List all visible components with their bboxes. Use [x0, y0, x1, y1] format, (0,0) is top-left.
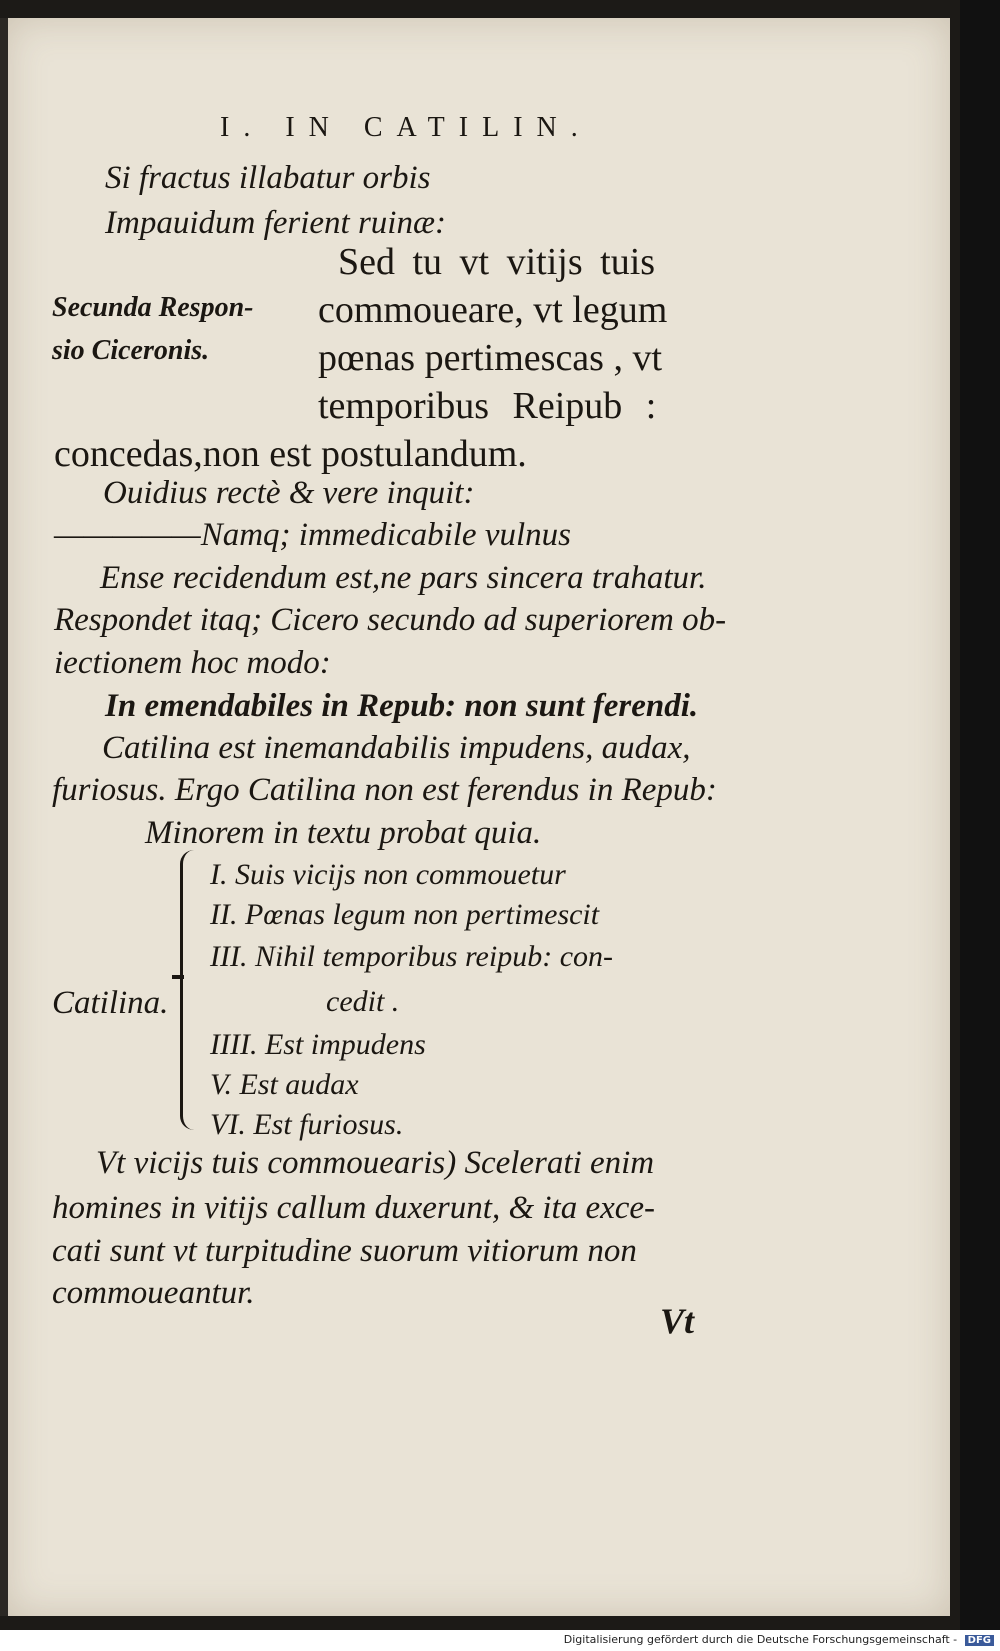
- closing-line: cati sunt vt turpitudine suorum vitiorum non: [52, 1233, 637, 1269]
- outline-item: IIII. Est impudens: [210, 1028, 426, 1061]
- book-spine: [0, 18, 8, 1616]
- outline-item: VI. Est furiosus.: [210, 1108, 404, 1141]
- outline-brace: [180, 850, 201, 1130]
- footer-credit-text: Digitalisierung gefördert durch die Deutsche Forschungsgemeinschaft -: [563, 1633, 958, 1646]
- quote-line: furiosus. Ergo Catilina non est ferendus in Repub:: [52, 772, 717, 808]
- outline-item: cedit .: [326, 985, 400, 1018]
- quote-line: Respondet itaq; Cicero secundo ad superiorem ob-: [54, 602, 727, 638]
- quote-line: iectionem hoc modo:: [54, 645, 331, 681]
- quote-line: —————Namq; immedicabile vulnus: [54, 517, 571, 553]
- outline-item: I. Suis vicijs non commouetur: [210, 858, 566, 891]
- margin-note: sio Ciceronis.: [52, 335, 210, 366]
- outline-item: III. Nihil temporibus reipub: con-: [210, 940, 613, 973]
- outline-brace-tip: [172, 975, 184, 979]
- quote-line: Ense recidendum est,ne pars sincera trahatur.: [100, 560, 707, 596]
- verse-line: Si fractus illabatur orbis: [105, 160, 431, 196]
- catchword: Vt: [660, 1301, 695, 1341]
- running-header: I. IN CATILIN.: [220, 112, 592, 143]
- dfg-logo: DFG: [965, 1635, 994, 1646]
- closing-line: homines in vitijs callum duxerunt, & ita exce-: [52, 1190, 656, 1226]
- scan-edge: [960, 0, 1000, 1651]
- body-line: concedas,non est postulandum.: [54, 433, 527, 475]
- closing-line: commoueantur.: [52, 1275, 255, 1311]
- quote-line: Minorem in textu probat quia.: [145, 815, 542, 851]
- margin-note: Secunda Respon-: [52, 292, 254, 323]
- quote-line: Ouidius rectè & vere inquit:: [103, 475, 475, 511]
- body-line: commoueare, vt legum: [318, 289, 668, 331]
- outline-item: II. Pœnas legum non pertimescit: [210, 898, 600, 931]
- body-line: pœnas pertimescas , vt: [318, 337, 663, 379]
- verse-line: Impauidum ferient ruinæ:: [105, 205, 446, 241]
- outline-subject: Catilina.: [52, 985, 169, 1021]
- quote-line: In emendabiles in Repub: non sunt ferendi.: [105, 688, 699, 724]
- outline-item: V. Est audax: [210, 1068, 359, 1101]
- quote-line: Catilina est inemandabilis impudens, audax,: [102, 730, 691, 766]
- body-line: temporibus Reipub :: [318, 385, 657, 427]
- footer-credit: [564, 1633, 994, 1646]
- body-line: Sed tu vt vitijs tuis: [338, 241, 656, 283]
- closing-line: Vt vicijs tuis commouearis) Scelerati enim: [96, 1145, 655, 1181]
